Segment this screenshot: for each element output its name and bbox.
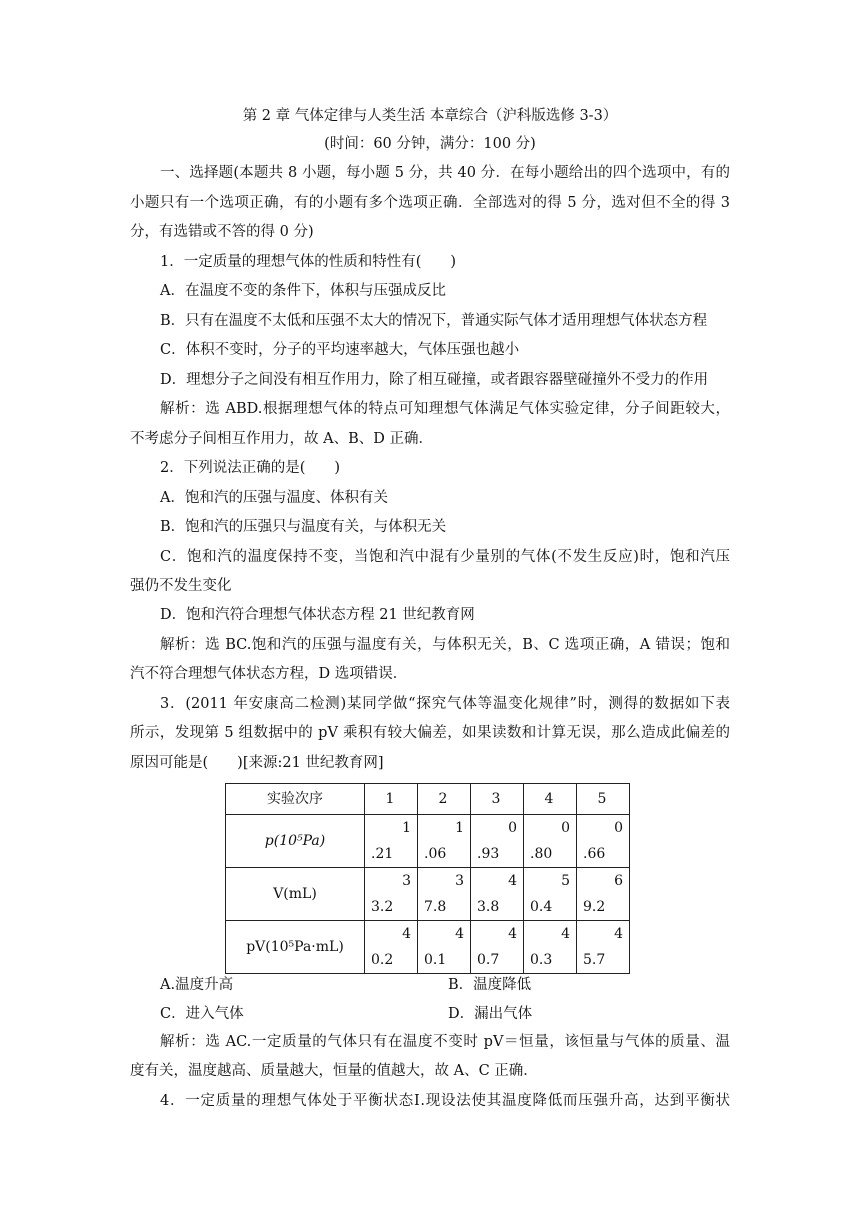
table-cell: 4 3.8 bbox=[471, 868, 524, 921]
table-header-label: 实验次序 bbox=[226, 784, 365, 815]
table-cell: 3 3.2 bbox=[365, 868, 418, 921]
table-row-label-pressure: p(10⁵Pa) bbox=[226, 815, 365, 868]
table-cell: 0 .80 bbox=[524, 815, 577, 868]
table-row bbox=[226, 815, 630, 868]
question-3-option-d: D．漏出气体 bbox=[448, 1006, 533, 1022]
table-cell: 0 .93 bbox=[471, 815, 524, 868]
question-2-analysis-line-2: 汽不符合理想气体状态方程，D 选项错误． bbox=[130, 666, 408, 682]
page-title: 第 2 章 气体定律与人类生活 本章综合（沪科版选修 3-3） bbox=[242, 108, 618, 124]
table-header-col-5: 5 bbox=[577, 784, 630, 815]
question-1-stem: 1．一定质量的理想气体的性质和特性有( ) bbox=[160, 254, 457, 270]
question-2-option-d: D．饱和汽符合理想气体状态方程 21 世纪教育网 bbox=[160, 607, 475, 623]
question-3-option-c: C．进入气体 bbox=[160, 1006, 244, 1022]
section-intro-line-1: 一、选择题(本题共 8 小题，每小题 5 分，共 40 分．在每小题给出的四个选项中，有的 bbox=[160, 165, 730, 181]
question-1-option-b: B．只有在温度不太低和压强不太大的情况下，普通实际气体才适用理想气体状态方程 bbox=[160, 313, 708, 329]
question-3-analysis-line-1: 解析：选 AC.一定质量的气体只有在温度不变时 pV＝恒量，该恒量与气体的质量、温 bbox=[160, 1034, 730, 1050]
question-3-options-row-2 bbox=[130, 1002, 730, 1022]
question-2-option-c-line-1: C．饱和汽的温度保持不变，当饱和汽中混有少量别的气体(不发生反应)时，饱和汽压 bbox=[160, 549, 730, 565]
question-3-analysis-line-2: 度有关，温度越高、质量越大，恒量的值越大，故 A、C 正确． bbox=[130, 1063, 538, 1079]
table-header-col-3: 3 bbox=[471, 784, 524, 815]
table-cell: 3 7.8 bbox=[418, 868, 471, 921]
page-subtitle: (时间：60 分钟，满分：100 分) bbox=[324, 136, 536, 152]
table-row-label-pv: pV(10⁵Pa·mL) bbox=[226, 921, 365, 974]
question-2-analysis-line-1: 解析：选 BC.饱和汽的压强与温度有关，与体积无关，B、C 选项正确，A 错误；饱和 bbox=[160, 637, 730, 653]
table-cell: 0 .66 bbox=[577, 815, 630, 868]
question-4-stem: 4．一定质量的理想气体处于平衡状态Ⅰ.现设法使其温度降低而压强升高，达到平衡状 bbox=[160, 1093, 730, 1109]
question-3-options-row-1 bbox=[130, 973, 730, 993]
table-row bbox=[226, 868, 630, 921]
table-row bbox=[226, 921, 630, 974]
question-2-option-b: B．饱和汽的压强只与温度有关，与体积无关 bbox=[160, 519, 447, 535]
section-intro-line-3: 分，有选错或不答的得 0 分) bbox=[130, 224, 314, 240]
question-1-option-c: C．体积不变时，分子的平均速率越大，气体压强也越小 bbox=[160, 342, 520, 358]
table-header-row bbox=[226, 784, 630, 815]
table-cell: 1 .06 bbox=[418, 815, 471, 868]
question-2-option-c-line-2: 强仍不发生变化 bbox=[130, 578, 232, 594]
table-cell: 6 9.2 bbox=[577, 868, 630, 921]
table-cell: 4 0.7 bbox=[471, 921, 524, 974]
question-1-option-d: D．理想分子之间没有相互作用力，除了相互碰撞，或者跟容器壁碰撞外不受力的作用 bbox=[160, 372, 709, 388]
question-3-stem-line-2: 所示，发现第 5 组数据中的 pV 乘积有较大偏差，如果读数和计算无误，那么造成此偏差的 bbox=[130, 725, 730, 741]
table-header-col-1: 1 bbox=[365, 784, 418, 815]
table-cell: 5 0.4 bbox=[524, 868, 577, 921]
question-3-option-a: A.温度升高 bbox=[160, 977, 234, 993]
table-header-col-4: 4 bbox=[524, 784, 577, 815]
table-cell: 4 0.1 bbox=[418, 921, 471, 974]
table-cell: 4 0.3 bbox=[524, 921, 577, 974]
section-intro-line-2: 小题只有一个选项正确，有的小题有多个选项正确．全部选对的得 5 分，选对但不全的得 3 bbox=[130, 195, 730, 211]
question-3-stem-line-3: 原因可能是( )[来源:21 世纪教育网] bbox=[130, 755, 384, 771]
table-header-col-2: 2 bbox=[418, 784, 471, 815]
question-1-analysis-line-2: 不考虑分子间相互作用力，故 A、B、D 正确． bbox=[130, 431, 433, 447]
question-2-option-a: A．饱和汽的压强与温度、体积有关 bbox=[160, 490, 388, 506]
question-3-option-b: B．温度降低 bbox=[448, 977, 532, 993]
table-cell: 4 5.7 bbox=[577, 921, 630, 974]
question-1-option-a: A．在温度不变的条件下，体积与压强成反比 bbox=[160, 283, 446, 299]
question-2-stem: 2．下列说法正确的是( ) bbox=[160, 460, 341, 476]
table-row-label-volume: V(mL) bbox=[226, 868, 365, 921]
question-1-analysis-line-1: 解析：选 ABD.根据理想气体的特点可知理想气体满足气体实验定律，分子间距较大， bbox=[160, 401, 730, 417]
experiment-data-table bbox=[225, 783, 630, 974]
table-cell: 4 0.2 bbox=[365, 921, 418, 974]
question-3-stem-line-1: 3．(2011 年安康高二检测)某同学做“探究气体等温变化规律”时，测得的数据如下表 bbox=[160, 696, 730, 712]
table-cell: 1 .21 bbox=[365, 815, 418, 868]
